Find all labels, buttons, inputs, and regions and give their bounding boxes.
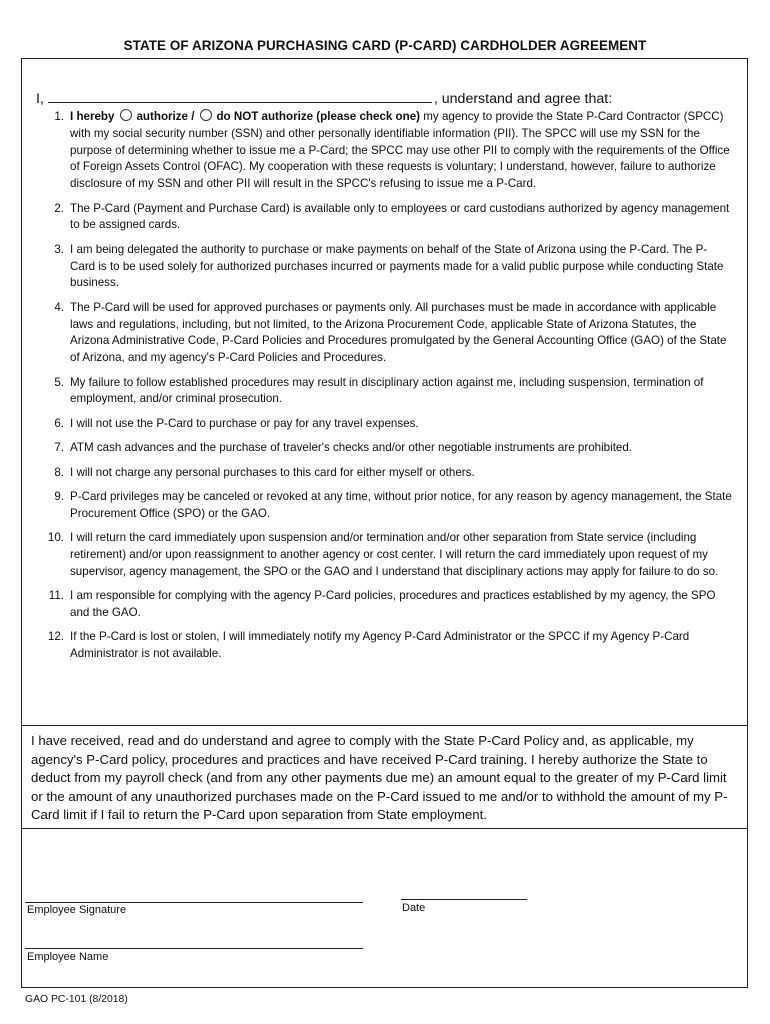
cardholder-name-field[interactable] (48, 88, 432, 103)
employee-signature-line[interactable] (25, 902, 363, 903)
term-text: I will not charge any personal purchases to this card for either myself or others. (70, 465, 475, 479)
term-number: 10. (47, 531, 64, 545)
term-number: 12. (47, 630, 64, 644)
term-number: 4. (54, 300, 64, 314)
date-label: Date (402, 902, 426, 914)
date-line[interactable] (401, 899, 527, 900)
cardholder-intro (36, 88, 612, 107)
term-number: 9. (54, 489, 64, 503)
term-item-8 (34, 465, 732, 482)
term-text: I will return the card immediately upon suspension and/or termination and/or other separation from State service (including retirement) and/or upon reassignment to another agency or cost center. I will return the card immediately upon request of my supervisor, agency management, the SPO or the GAO and I understand that disciplinary actions may apply for failure to do so. (70, 531, 719, 578)
term-number: 1. (54, 110, 64, 123)
term-item-7 (34, 440, 732, 457)
term-item-5 (34, 375, 732, 409)
term-text: If the P-Card is lost or stolen, I will immediately notify my Agency P-Card Administrator or the SPCC if my Agency P-Card Administrator is not available. (70, 630, 690, 661)
employee-signature-label: Employee Signature (27, 904, 127, 916)
term-number: 6. (54, 416, 64, 430)
term-number: 5. (54, 375, 64, 389)
term-number: 11. (48, 589, 64, 603)
term-item-4 (34, 300, 732, 367)
term-text: The P-Card (Payment and Purchase Card) is available only to employees or card custodians authorized by agency management to be assigned cards. (70, 201, 730, 232)
authorize-radio[interactable] (120, 109, 132, 121)
term-number: 8. (54, 465, 64, 479)
employee-name-label: Employee Name (27, 951, 109, 963)
term-item-3 (34, 242, 732, 292)
intro-suffix: , understand and agree that: (433, 91, 613, 107)
term-number: 2. (54, 201, 64, 215)
page-title: STATE OF ARIZONA PURCHASING CARD (P-CARD) CARDHOLDER AGREEMENT (123, 38, 647, 53)
term-item-11 (34, 588, 732, 622)
terms-list (34, 109, 732, 670)
term-number: 7. (54, 441, 64, 455)
term-item-9 (34, 489, 732, 523)
not-authorize-label: do NOT authorize (please check one) (216, 110, 421, 123)
signature-box (21, 828, 748, 988)
employee-name-line[interactable] (25, 948, 363, 949)
term-text: I will not use the P-Card to purchase or pay for any travel expenses. (70, 416, 419, 430)
intro-prefix: I, (36, 91, 44, 107)
term-text: I am responsible for complying with the agency P-Card policies, procedures and practices established by my agency, the SPO and the GAO. (70, 589, 716, 619)
term-text: P-Card privileges may be canceled or revoked at any time, without prior notice, for any reason by agency management, the State Procurement Office (SPO) or the GAO. (70, 489, 732, 520)
term-number: 3. (54, 242, 64, 256)
authorize-lead: I hereby (70, 110, 115, 123)
term-item-1 (34, 109, 732, 193)
term-text: My failure to follow established procedures may result in disciplinary action against me, including suspension, termination of employment, and/or criminal prosecution. (70, 375, 704, 406)
term-text: The P-Card will be used for approved purchases or payments only. All purchases must be made in accordance with applicable laws and regulations, including, but not limited, to the Arizona Procurement Code, applicable State of Arizona Statutes, the Arizona Administrative Code, P-Card Policies and Procedures promulgated by the General Accounting Office (GAO) of the State of Arizona, and my agency's P-Card Policies and Procedures. (70, 300, 727, 365)
form-number: GAO PC-101 (8/2018) (25, 994, 128, 1005)
term-item-6 (34, 416, 732, 433)
term-text: I am being delegated the authority to purchase or make payments on behalf of the State of Arizona using the P-Card. The P-Card is to be used solely for authorized purchases incurred or payments made for a valid public purpose while conducting State business. (70, 242, 724, 290)
not-authorize-radio[interactable] (200, 109, 212, 121)
term-item-12 (34, 629, 732, 663)
term-item-10 (34, 530, 732, 580)
term-text: my agency to provide the State P-Card Contractor (SPCC) with my social security number (SSN) and other personally identifiable information (PII). The SPCC will use my SSN for the purpose of determining whether to issue me a P-Card; the SPCC may use other PII to comply with the requirements of the Office of Foreign Assets Control (OFAC). My cooperation with these requests is voluntary; I understand, however, failure to authorize disclosure of my SSN and other PII will result in the SPCC's refusing to issue me a P-Card. (70, 110, 730, 191)
authorize-label: authorize / (136, 110, 195, 123)
term-text: ATM cash advances and the purchase of traveler's checks and/or other negotiable instruments are prohibited. (70, 441, 633, 455)
term-item-2 (34, 201, 732, 235)
acknowledgement-text: I have received, read and do understand and agree to comply with the State P-Card Policy and, as applicable, my agency's P-Card policy, procedures and practices and have received P-Card training. I hereby authorize the State to deduct from my payroll check (and from any other payments due me) an amount equal to the greater of my P-Card limit or the amount of any unauthorized purchases made on the P-Card issued to me and/or to withhold the amount of my P-Card limit if I fail to return the P-Card upon separation from State employment. (31, 733, 728, 823)
